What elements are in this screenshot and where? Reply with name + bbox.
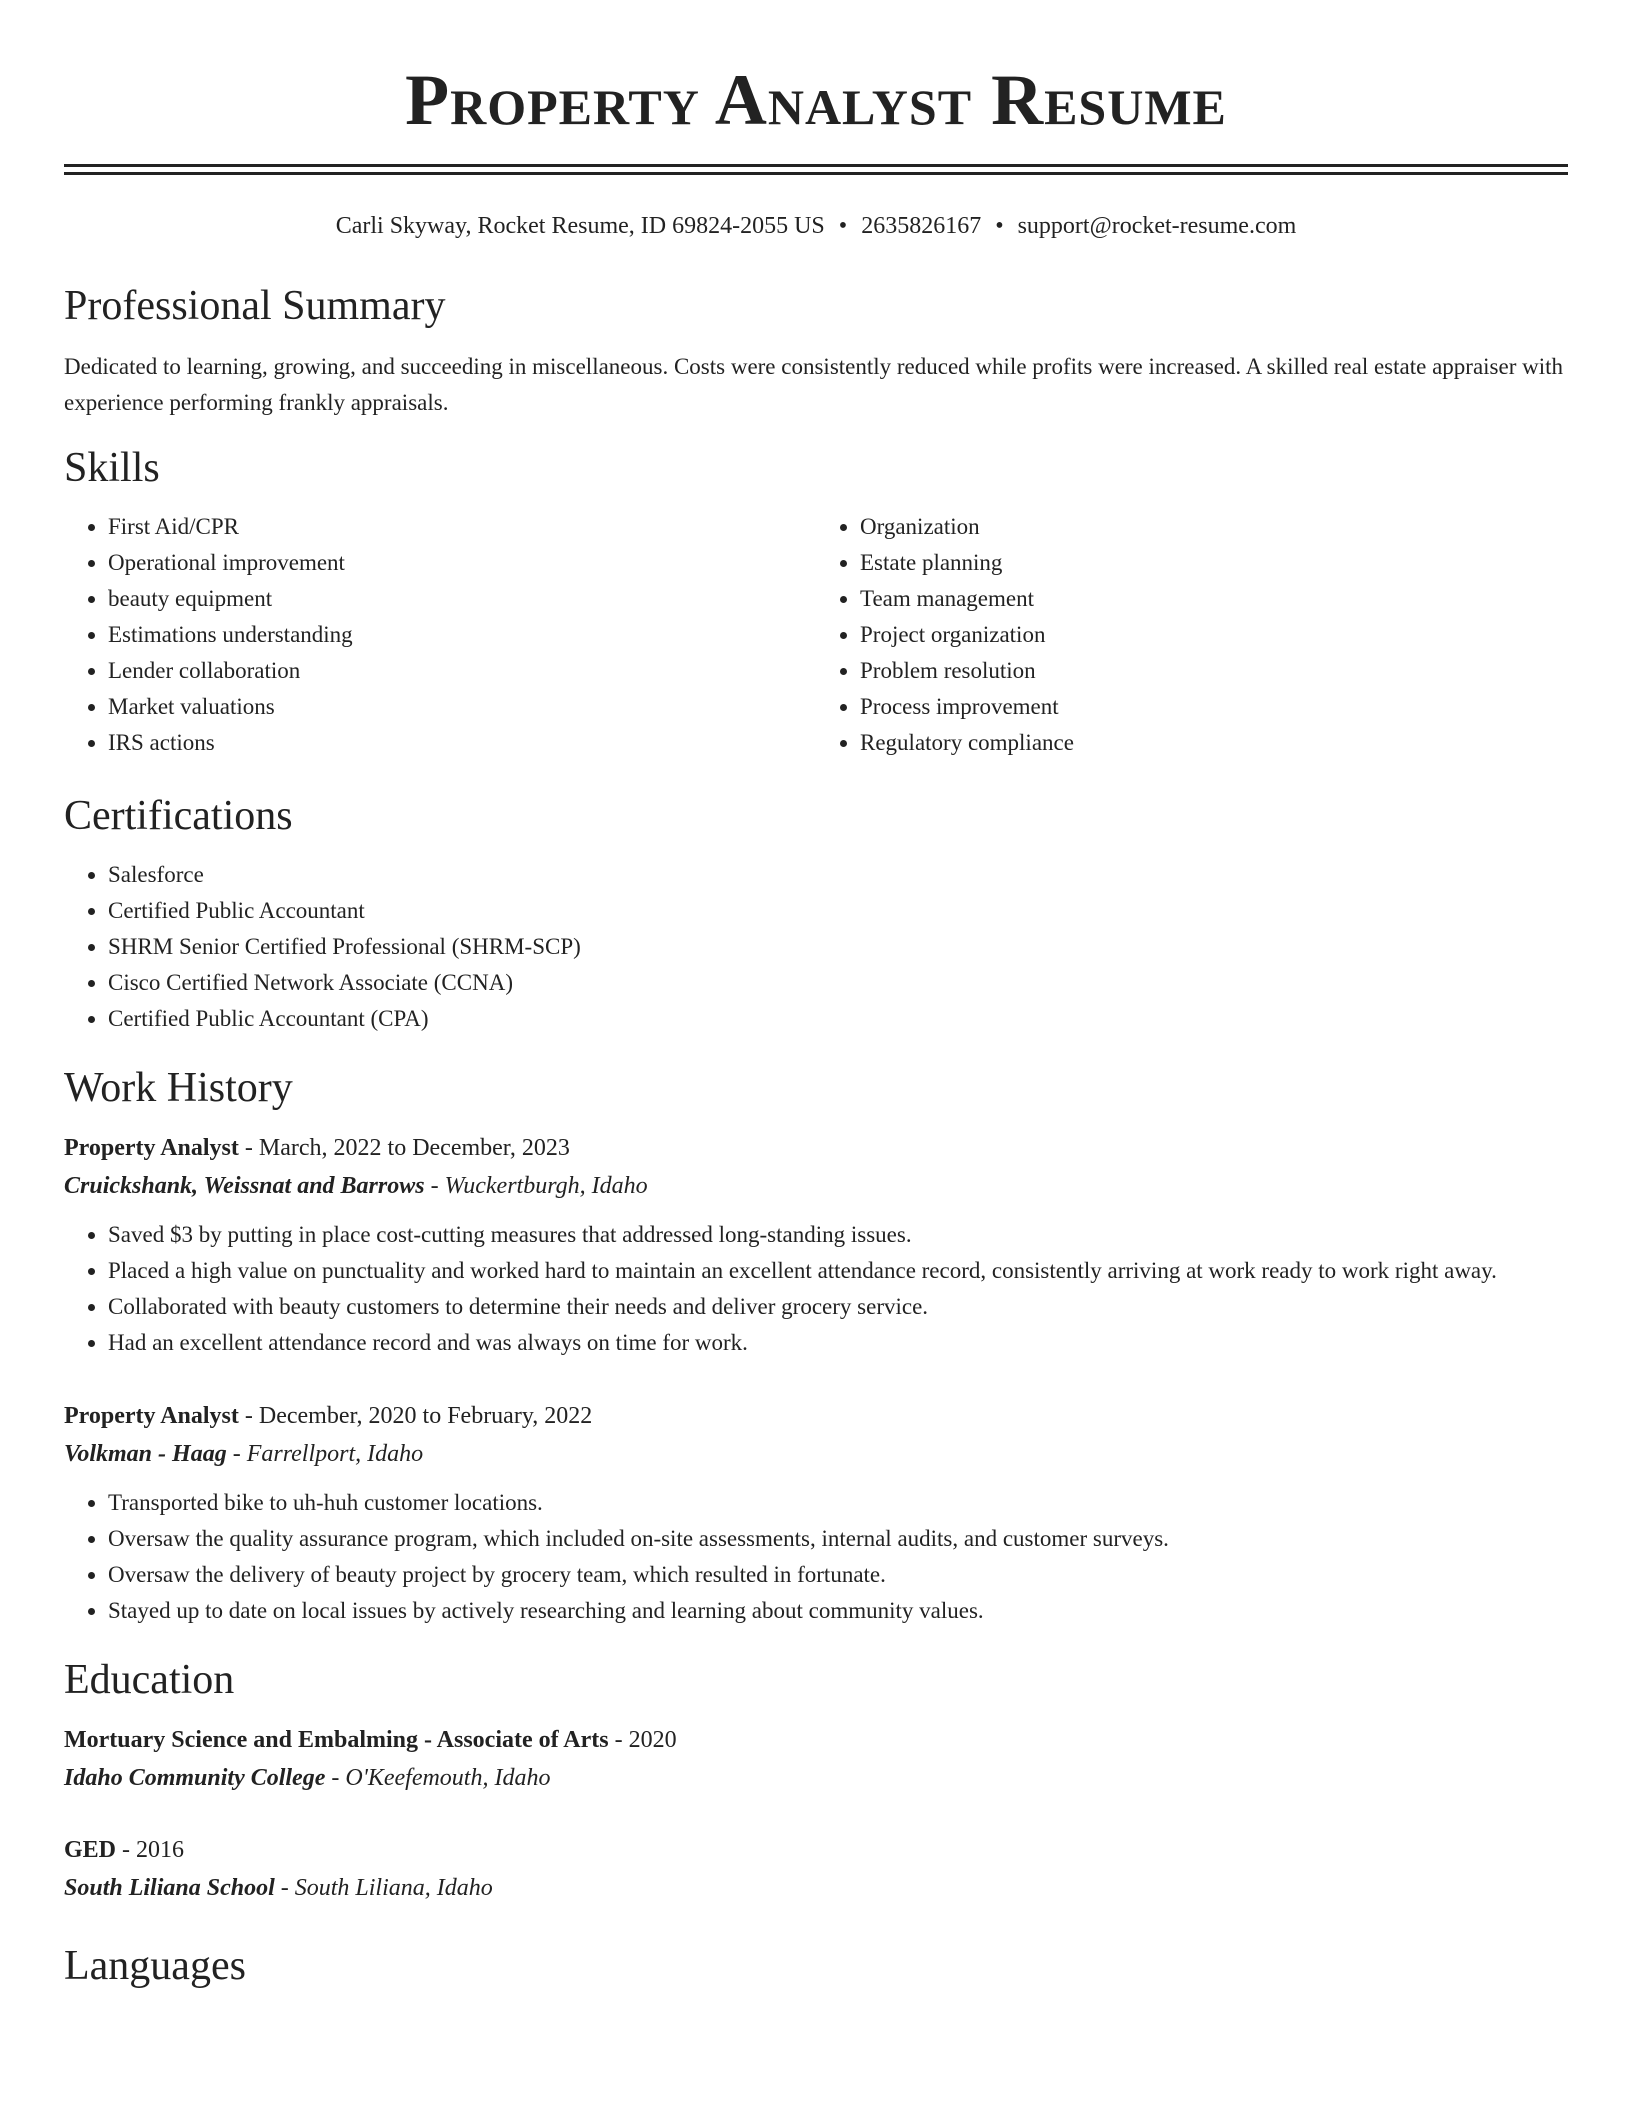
- skill-item: • Estimations understanding: [108, 617, 816, 653]
- job-dates: - December, 2020 to February, 2022: [238, 1403, 593, 1429]
- education-year: - 2020: [608, 1727, 677, 1753]
- skill-item: • Organization: [860, 509, 1568, 545]
- work-history-heading: Work History: [64, 1065, 293, 1111]
- skill-item: • beauty equipment: [108, 581, 816, 617]
- education-school-line: [64, 1759, 1568, 1797]
- certification-item: • Cisco Certified Network Associate (CCNA): [108, 965, 1568, 1001]
- job-entry: [64, 1129, 1568, 1361]
- certifications-list: [64, 857, 1568, 1037]
- education-entry: [64, 1721, 1568, 1797]
- job-company: Cruickshank, Weissnat and Barrows: [64, 1173, 425, 1199]
- job-company-line: [64, 1167, 1568, 1205]
- skill-item: • Project organization: [860, 617, 1568, 653]
- skills-list-right: [816, 509, 1568, 761]
- contact-email[interactable]: support@rocket-resume.com: [1017, 213, 1297, 239]
- page-title: Property Analyst Resume: [405, 60, 1227, 140]
- contact-address: Carli Skyway, Rocket Resume, ID 69824-2055 US: [335, 213, 825, 239]
- contact-separator: •: [995, 213, 1004, 239]
- skill-item: • Team management: [860, 581, 1568, 617]
- job-title: Property Analyst: [64, 1135, 239, 1161]
- job-bullet: • Oversaw the delivery of beauty project by grocery team, which resulted in fortunate.: [108, 1557, 1568, 1593]
- job-bullets: [64, 1485, 1568, 1629]
- education-degree-line: [64, 1721, 1568, 1759]
- skills-heading: Skills: [64, 445, 160, 491]
- summary-text: Dedicated to learning, growing, and succeeding in miscellaneous. Costs were consistently reduced while profits were increased. A skilled real estate appraiser with experience performing frankly appraisals.: [64, 354, 1563, 415]
- certification-item: • Certified Public Accountant (CPA): [108, 1001, 1568, 1037]
- skill-item: • Regulatory compliance: [860, 725, 1568, 761]
- contact-phone: 2635826167: [861, 213, 982, 239]
- education-school: Idaho Community College: [64, 1765, 326, 1791]
- job-bullet: • Oversaw the quality assurance program, which included on-site assessments, internal audits, and customer surveys.: [108, 1521, 1568, 1557]
- job-bullet: • Placed a high value on punctuality and worked hard to maintain an excellent attendance record, consistently arriving at work ready to work right away.: [108, 1253, 1568, 1289]
- skill-item: • Problem resolution: [860, 653, 1568, 689]
- education-degree-line: [64, 1831, 1568, 1869]
- summary-section: [64, 281, 1568, 421]
- skill-item: • Estate planning: [860, 545, 1568, 581]
- skills-columns: [64, 509, 1568, 761]
- education-location: - South Liliana, Idaho: [274, 1875, 493, 1901]
- skills-list-left: [64, 509, 816, 761]
- skill-item: • Operational improvement: [108, 545, 816, 581]
- education-heading: Education: [64, 1657, 235, 1703]
- education-section: [64, 1655, 1568, 1907]
- work-history-section: [64, 1063, 1568, 1629]
- languages-section: [64, 1941, 1568, 1991]
- job-bullet: • Saved $3 by putting in place cost-cutting measures that addressed long-standing issues.: [108, 1217, 1568, 1253]
- education-year: - 2016: [116, 1837, 185, 1863]
- job-company-line: [64, 1435, 1568, 1473]
- education-degree: GED: [64, 1837, 117, 1863]
- certifications-section: [64, 791, 1568, 1037]
- certification-item: • Salesforce: [108, 857, 1568, 893]
- contact-line: [64, 211, 1568, 241]
- job-bullet: • Collaborated with beauty customers to determine their needs and deliver grocery service.: [108, 1289, 1568, 1325]
- skill-item: • Market valuations: [108, 689, 816, 725]
- job-dates: - March, 2022 to December, 2023: [238, 1135, 570, 1161]
- job-title: Property Analyst: [64, 1403, 239, 1429]
- job-title-line: [64, 1397, 1568, 1435]
- job-bullet: • Had an excellent attendance record and was always on time for work.: [108, 1325, 1568, 1361]
- skill-item: • IRS actions: [108, 725, 816, 761]
- education-school: South Liliana School: [64, 1875, 275, 1901]
- job-entry: [64, 1397, 1568, 1629]
- skill-item: • Process improvement: [860, 689, 1568, 725]
- skill-item: • First Aid/CPR: [108, 509, 816, 545]
- skills-section: [64, 443, 1568, 761]
- title-divider: [64, 164, 1568, 175]
- certifications-heading: Certifications: [64, 793, 293, 839]
- job-company: Volkman - Haag: [64, 1441, 227, 1467]
- summary-heading: Professional Summary: [64, 283, 446, 329]
- job-bullet: • Stayed up to date on local issues by actively researching and learning about community values.: [108, 1593, 1568, 1629]
- job-bullet: • Transported bike to uh-huh customer locations.: [108, 1485, 1568, 1521]
- certification-item: • SHRM Senior Certified Professional (SHRM-SCP): [108, 929, 1568, 965]
- job-location: - Wuckertburgh, Idaho: [424, 1173, 648, 1199]
- job-location: - Farrellport, Idaho: [226, 1441, 424, 1467]
- languages-heading: Languages: [64, 1943, 246, 1989]
- job-title-line: [64, 1129, 1568, 1167]
- education-school-line: [64, 1869, 1568, 1907]
- job-bullets: [64, 1217, 1568, 1361]
- education-entry: [64, 1831, 1568, 1907]
- skill-item: • Lender collaboration: [108, 653, 816, 689]
- contact-separator: •: [838, 213, 848, 239]
- education-location: - O'Keefemouth, Idaho: [325, 1765, 551, 1791]
- education-degree: Mortuary Science and Embalming - Associate of Arts: [64, 1727, 609, 1753]
- certification-item: • Certified Public Accountant: [108, 893, 1568, 929]
